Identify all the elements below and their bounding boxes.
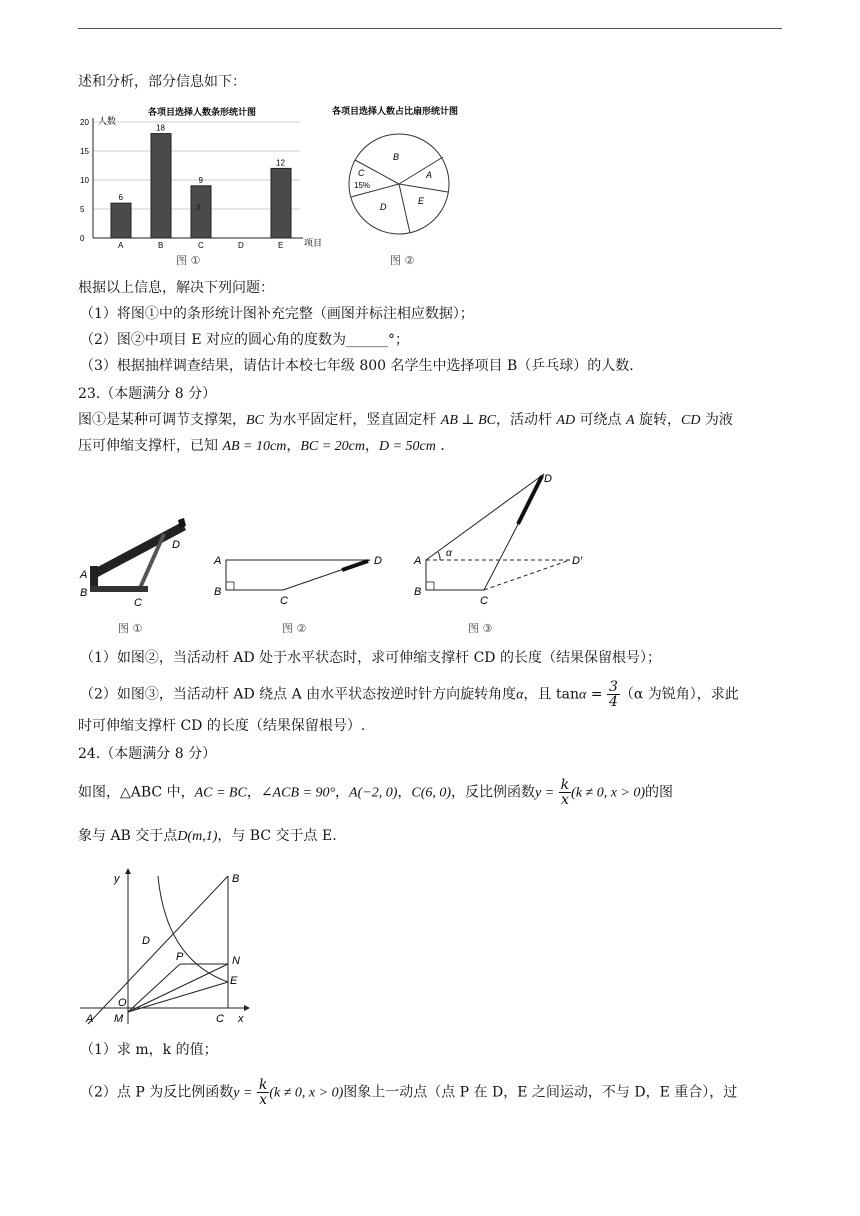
q24-heading: 24.（本题满分 8 分）	[78, 746, 217, 762]
q24-part2-text: 图象上一动点（点 P 在 D，E 之间运动，不与 D，E 重合），过	[343, 1084, 738, 1101]
q24-text: 的图	[645, 784, 674, 801]
fig3-label-d: D	[544, 473, 552, 485]
q23-heading: 23.（本题满分 8 分）	[78, 386, 217, 402]
bar-b	[151, 134, 171, 238]
bar-c-annotation: 3	[196, 203, 201, 212]
fig3-label-d-prime: D′	[572, 555, 583, 567]
q24-line2	[78, 826, 337, 847]
fig3-label-alpha: α	[446, 548, 452, 559]
y-tick-label: 10	[80, 176, 89, 185]
q24-text: ，与 BC 交于点 E.	[217, 828, 337, 844]
q24-math: D(m,1)	[177, 829, 218, 844]
fig3-label-b: B	[414, 586, 422, 598]
fig2-lines	[226, 560, 370, 590]
bar-chart	[78, 100, 328, 270]
graph-label-e: E	[230, 975, 238, 987]
q23-part2-alpha: α	[516, 687, 524, 703]
graph-label-p: P	[176, 951, 184, 963]
q22-lead: 根据以上信息，解决下列问题：	[78, 280, 274, 296]
q24-text: 如图，△ABC 中，	[78, 784, 195, 801]
x-tick-label: C	[198, 241, 204, 250]
graph-label-n: N	[232, 955, 240, 967]
q23-math: A	[626, 413, 635, 428]
graph-line-mn	[128, 964, 228, 1012]
graph-line-ab	[88, 876, 228, 1024]
fig2-caption: 图 ②	[282, 622, 307, 635]
header-rule	[78, 28, 782, 29]
q23-math: CD	[681, 413, 701, 428]
q23-math: AB = 10cm	[222, 439, 287, 454]
fig2-hydraulic	[342, 561, 368, 570]
q23-line1	[78, 410, 733, 431]
q23-line2	[78, 436, 445, 457]
graph-label-o: O	[118, 997, 127, 1009]
bar-chart-xlabel: 项目	[304, 238, 323, 248]
q24-math: A(−2, 0)	[349, 785, 398, 801]
q22-part1: （1）将图①中的条形统计图补充完整（画图并标注相应数据）；	[80, 306, 474, 322]
q23-text: ，活动杆	[495, 412, 557, 428]
fraction-denominator: x	[259, 1092, 268, 1108]
q24-graph	[78, 864, 268, 1030]
q23-part2-text: （2）如图③，当活动杆 AD 绕点 A 由水平状态按逆时针方向旋转角度	[80, 686, 517, 703]
graph-label-m: M	[114, 1013, 124, 1025]
bar-value-label: 6	[118, 193, 123, 203]
fraction-numerator: 3	[608, 679, 618, 695]
q24-k-over-x	[559, 778, 571, 807]
fig2-right-angle	[226, 582, 234, 590]
fig1-label-b: B	[80, 587, 88, 599]
q23-part2-line2: 时可伸缩支撑杆 CD 的长度（结果保留根号）.	[78, 718, 366, 734]
fig3-label-a: A	[414, 555, 422, 567]
fig1-rod-bc	[90, 586, 148, 592]
fraction-numerator: k	[258, 1077, 268, 1093]
bar-value-label: 9	[198, 175, 203, 185]
fig2-label-c: C	[280, 595, 288, 607]
q23-figures	[78, 462, 782, 640]
graph-x-arrow	[244, 1005, 250, 1011]
pie-label-d: D	[380, 202, 387, 212]
q24-math: (k ≠ 0, x > 0)	[571, 785, 646, 801]
q23-figure-1	[79, 518, 186, 635]
x-tick-label: E	[278, 241, 284, 250]
q24-math: ∠ACB = 90°	[260, 785, 336, 801]
q23-text: 压可伸缩支撑杆，已知	[78, 438, 223, 454]
x-tick-label: A	[118, 241, 124, 250]
bar-e	[271, 168, 291, 238]
graph-label-y: y	[114, 873, 120, 885]
q23-text: 为水平固定杆，竖直固定杆	[263, 412, 441, 428]
graph-label-a: A	[86, 1013, 94, 1025]
fig3-label-c: C	[480, 595, 488, 607]
q23-part1: （1）如图②，当活动杆 AD 处于水平状态时，求可伸缩支撑杆 CD 的长度（结果保留根号）；	[80, 650, 661, 666]
pie-chart-caption: 图 ②	[390, 254, 415, 267]
q23-text: 可绕点	[575, 412, 626, 428]
q24-text: ，	[335, 784, 350, 801]
graph-y-arrow	[125, 868, 131, 874]
fig3-caption: 图 ③	[468, 622, 493, 635]
q24-part2-k-over-x	[257, 1078, 269, 1107]
pie-label-b: B	[393, 152, 400, 162]
fraction-numerator: k	[560, 777, 570, 793]
q23-text: 旋转，	[634, 412, 682, 428]
graph-label-c: C	[216, 1013, 224, 1025]
q23-text: ，	[286, 438, 301, 454]
graph-line-mp	[128, 964, 180, 1012]
bar-value-label: 18	[156, 123, 165, 133]
q23-part2-alpha: α	[578, 687, 587, 703]
fraction-denominator: 4	[608, 694, 618, 710]
pie-chart	[326, 100, 486, 270]
bar-c	[191, 186, 211, 238]
q23-text: ，	[365, 438, 379, 454]
pie-label-a: A	[426, 170, 433, 180]
q24-math: C(6, 0)	[411, 785, 452, 801]
q24-math: AC = BC	[194, 785, 247, 801]
q23-figure-2	[213, 555, 382, 635]
fig1-label-a: A	[80, 569, 88, 581]
q24-part2	[80, 1078, 737, 1107]
graph-label-x: x	[238, 1013, 244, 1025]
fig1-label-c: C	[134, 597, 142, 609]
q23-figure-3	[413, 473, 583, 635]
q23-math: AB ⊥ BC	[440, 413, 496, 428]
q23-tan-fraction	[607, 680, 620, 709]
fraction-denominator: x	[560, 792, 569, 808]
q24-part1: （1）求 m，k 的值；	[80, 1042, 218, 1058]
fig1-label-d: D	[172, 539, 180, 551]
intro-text: 述和分析，部分信息如下：	[78, 74, 246, 90]
pie-label-c: C	[358, 168, 365, 178]
y-tick-label: 0	[80, 234, 85, 243]
q24-text: 象与 AB 交于点	[78, 828, 178, 844]
q24-text: ，反比例函数	[451, 784, 536, 801]
q24-part2-text: （2）点 P 为反比例函数	[80, 1084, 234, 1101]
q24-math: y =	[233, 1085, 253, 1101]
pie-chart-title: 各项目选择人数占比扇形统计图	[332, 106, 459, 116]
q23-part2-text: ，且 tan	[523, 686, 579, 703]
q23-part2-text: （α 为锐角），求此	[619, 686, 739, 703]
fig2-label-a: A	[214, 555, 222, 567]
y-tick-label: 15	[80, 147, 89, 156]
q24-text: ，	[246, 784, 261, 801]
bar-chart-ylabel: 人数	[98, 116, 117, 126]
q23-part2-line1	[80, 680, 739, 709]
fig3-lines	[426, 474, 544, 590]
q23-text: 为液	[700, 412, 733, 428]
q24-line1	[78, 778, 673, 807]
q23-part2-text: =	[586, 686, 603, 703]
x-tick-label: B	[158, 241, 164, 250]
pie-label-e: E	[418, 196, 425, 206]
q22-part3: （3）根据抽样调查结果，请估计本校七年级 800 名学生中选择项目 B（乒乓球）的人数.	[80, 358, 634, 374]
bar-a	[111, 203, 131, 238]
q23-math: AD	[556, 413, 576, 428]
fig3-alpha-arc	[438, 552, 440, 560]
q24-math: y =	[535, 785, 555, 801]
q23-text: 图①是某种可调节支撑架，	[78, 412, 246, 428]
q23-math: BC	[246, 413, 264, 428]
q23-text: .	[435, 438, 445, 454]
fig3-hydraulic	[518, 476, 542, 524]
y-tick-label: 20	[80, 118, 89, 127]
q22-part2: （2）图②中项目 E 对应的圆心角的度数为______°；	[80, 332, 410, 348]
graph-label-d: D	[142, 935, 150, 947]
graph-hyperbola	[158, 876, 228, 982]
fig2-label-b: B	[214, 586, 222, 598]
q24-math: (k ≠ 0, x > 0)	[269, 1085, 344, 1101]
fig2-label-d: D	[374, 555, 382, 567]
bar-chart-caption: 图 ①	[176, 254, 201, 267]
pie-label-c-percent: 15%	[354, 181, 371, 190]
x-tick-label: D	[238, 241, 244, 250]
fig3-right-angle	[426, 582, 434, 590]
q24-text: ，	[397, 784, 412, 801]
q23-math: BC = 20cm	[300, 439, 365, 454]
q23-math: D = 50cm	[379, 439, 436, 454]
y-tick-label: 5	[80, 205, 85, 214]
fig1-caption: 图 ①	[118, 622, 143, 635]
graph-label-b: B	[232, 873, 240, 885]
bar-chart-title: 各项目选择人数条形统计图	[148, 107, 257, 117]
bar-value-label: 12	[276, 158, 285, 168]
